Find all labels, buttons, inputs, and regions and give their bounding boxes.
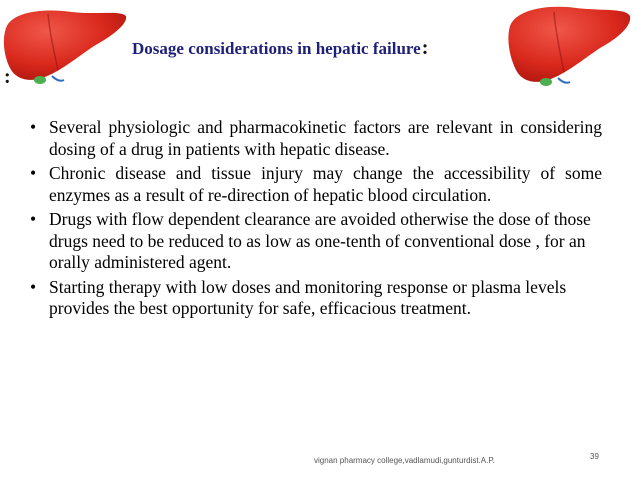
list-item: [30, 117, 602, 160]
slide-title-colon: :: [421, 37, 429, 59]
liver-icon: [2, 6, 128, 88]
bullet-text: Several physiologic and pharmacokinetic factors are relevant in considering dosing of a drug in patients with hepatic disease.: [49, 117, 602, 159]
list-item: [30, 277, 602, 320]
bullet-text: Drugs with flow dependent clearance are avoided otherwise the dose of those drugs need to be reduced to as low as one-tenth of conventional dose , for an orally administered agent.: [49, 209, 591, 272]
bullet-glyph: •: [30, 209, 37, 229]
slide-title-text: Dosage considerations in hepatic failure: [132, 39, 421, 58]
bullet-text: Starting therapy with low doses and monitoring response or plasma levels provides the best opportunity for safe, efficacious treatment.: [49, 276, 567, 318]
page-number: 39: [590, 452, 599, 461]
slide-title: [132, 37, 428, 60]
bullet-glyph: •: [30, 276, 37, 297]
liver-icon: [506, 2, 632, 90]
bullet-text: Chronic disease and tissue injury may change the accessibility of some enzymes as a result of re-direction of hepatic blood circulation.: [49, 163, 602, 205]
stray-colon: :: [4, 66, 11, 88]
list-item: [30, 209, 602, 274]
list-item: [30, 163, 602, 206]
bullet-glyph: •: [30, 163, 37, 183]
bullet-list: [30, 117, 602, 323]
footer-text: vignan pharmacy college,vadlamudi,gunturdist.A.P.: [314, 456, 495, 465]
bullet-glyph: •: [30, 117, 37, 137]
